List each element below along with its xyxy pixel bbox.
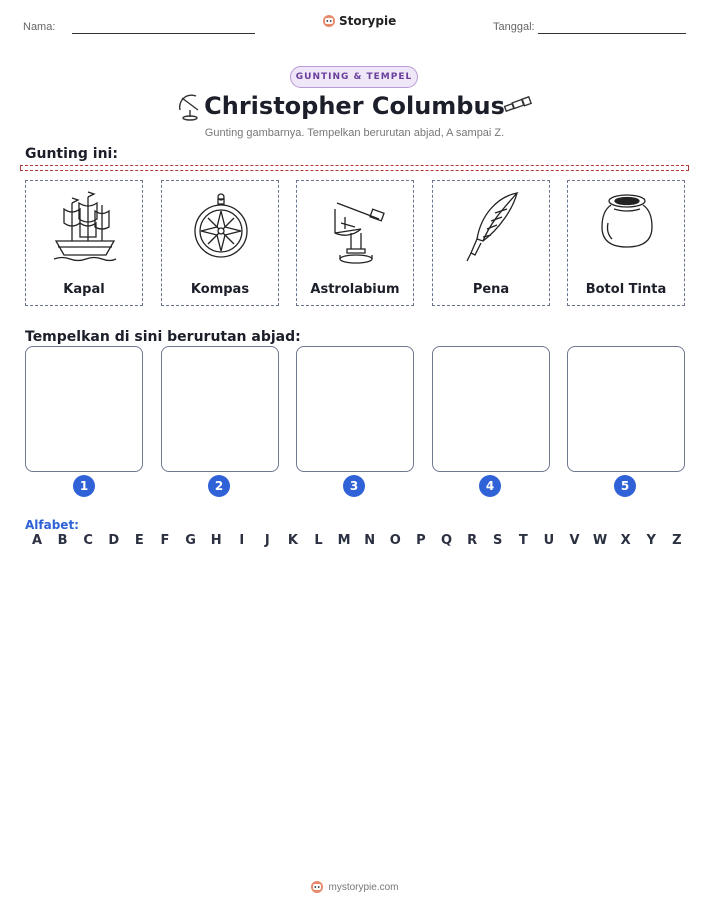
page-title: Christopher Columbus — [204, 92, 505, 120]
alphabet-letter: C — [83, 533, 93, 548]
alphabet-letter: K — [287, 533, 298, 548]
telescope-icon — [503, 96, 533, 116]
page-subtitle: Gunting gambarnya. Tempelkan berurutan abjad, A sampai Z. — [204, 127, 505, 139]
alphabet-letter: G — [185, 533, 196, 548]
alphabet-letter: A — [31, 533, 43, 548]
paste-number-2: 2 — [208, 475, 230, 497]
alphabet-letter: T — [518, 533, 528, 548]
paste-number-3: 3 — [343, 475, 365, 497]
cut-card-pena[interactable] — [432, 180, 550, 306]
alphabet-letter: X — [620, 533, 631, 548]
paste-section-heading: Tempelkan di sini berurutan abjad: — [25, 329, 301, 345]
compass-icon — [186, 189, 256, 267]
alphabet-letter: U — [543, 533, 555, 548]
date-label: Tanggal: — [493, 21, 535, 33]
alphabet-letter: F — [160, 533, 170, 548]
storypie-mascot-icon — [322, 14, 336, 28]
paste-box-3[interactable] — [296, 346, 414, 472]
alphabet-letter: V — [569, 533, 580, 548]
name-label: Nama: — [23, 21, 56, 33]
cut-card-botol-tinta[interactable] — [567, 180, 685, 306]
paste-number-1: 1 — [73, 475, 95, 497]
cut-section-heading: Gunting ini: — [25, 146, 118, 162]
alphabet-letter: B — [57, 533, 68, 548]
alphabet-letter: E — [134, 533, 144, 548]
alphabet-letter: O — [389, 533, 401, 548]
ink-pot-icon — [592, 189, 662, 267]
paste-number-5: 5 — [614, 475, 636, 497]
alphabet-letter: S — [493, 533, 503, 548]
paste-box-1[interactable] — [25, 346, 143, 472]
brand-name: Storypie — [339, 14, 397, 28]
alphabet-letter: M — [337, 533, 351, 548]
cut-card-kapal[interactable] — [25, 180, 143, 306]
alphabet-letter: Y — [646, 533, 656, 548]
alphabet-letter: D — [108, 533, 120, 548]
cut-card-label: Kapal — [63, 282, 105, 297]
alphabet-letter: W — [592, 533, 608, 548]
alphabet-letter: Q — [440, 533, 453, 548]
quill-pen-icon — [457, 189, 527, 267]
brand-logo — [322, 14, 396, 28]
activity-badge: GUNTING & TEMPEL — [290, 66, 418, 88]
cut-card-label: Kompas — [190, 282, 250, 297]
alphabet-label: Alfabet: — [25, 518, 79, 532]
paste-box-4[interactable] — [432, 346, 550, 472]
cut-card-label: Astrolabium — [310, 282, 400, 297]
storypie-mascot-icon — [310, 880, 324, 894]
ship-icon — [50, 189, 120, 267]
paste-box-2[interactable] — [161, 346, 279, 472]
alphabet-letter: L — [314, 533, 323, 548]
alphabet-letter: R — [467, 533, 478, 548]
alphabet-letter: I — [239, 533, 245, 548]
cut-card-astrolabium[interactable] — [296, 180, 414, 306]
alphabet-letter: N — [364, 533, 376, 548]
cut-card-kompas[interactable] — [161, 180, 279, 306]
alphabet-letter: P — [416, 533, 426, 548]
alphabet-row — [27, 533, 687, 548]
footer-site: mystorypie.com — [328, 881, 399, 893]
paste-box-5[interactable] — [567, 346, 685, 472]
astrolabe-icon — [321, 189, 391, 267]
date-line[interactable] — [538, 33, 686, 34]
alphabet-letter: J — [264, 533, 270, 548]
alphabet-letter: H — [210, 533, 222, 548]
footer — [0, 880, 709, 894]
alphabet-letter: Z — [672, 533, 682, 548]
paste-number-4: 4 — [479, 475, 501, 497]
cut-card-label: Pena — [472, 282, 510, 297]
cut-line — [20, 165, 689, 171]
name-line[interactable] — [72, 33, 255, 34]
cut-card-label: Botol Tinta — [585, 282, 667, 297]
